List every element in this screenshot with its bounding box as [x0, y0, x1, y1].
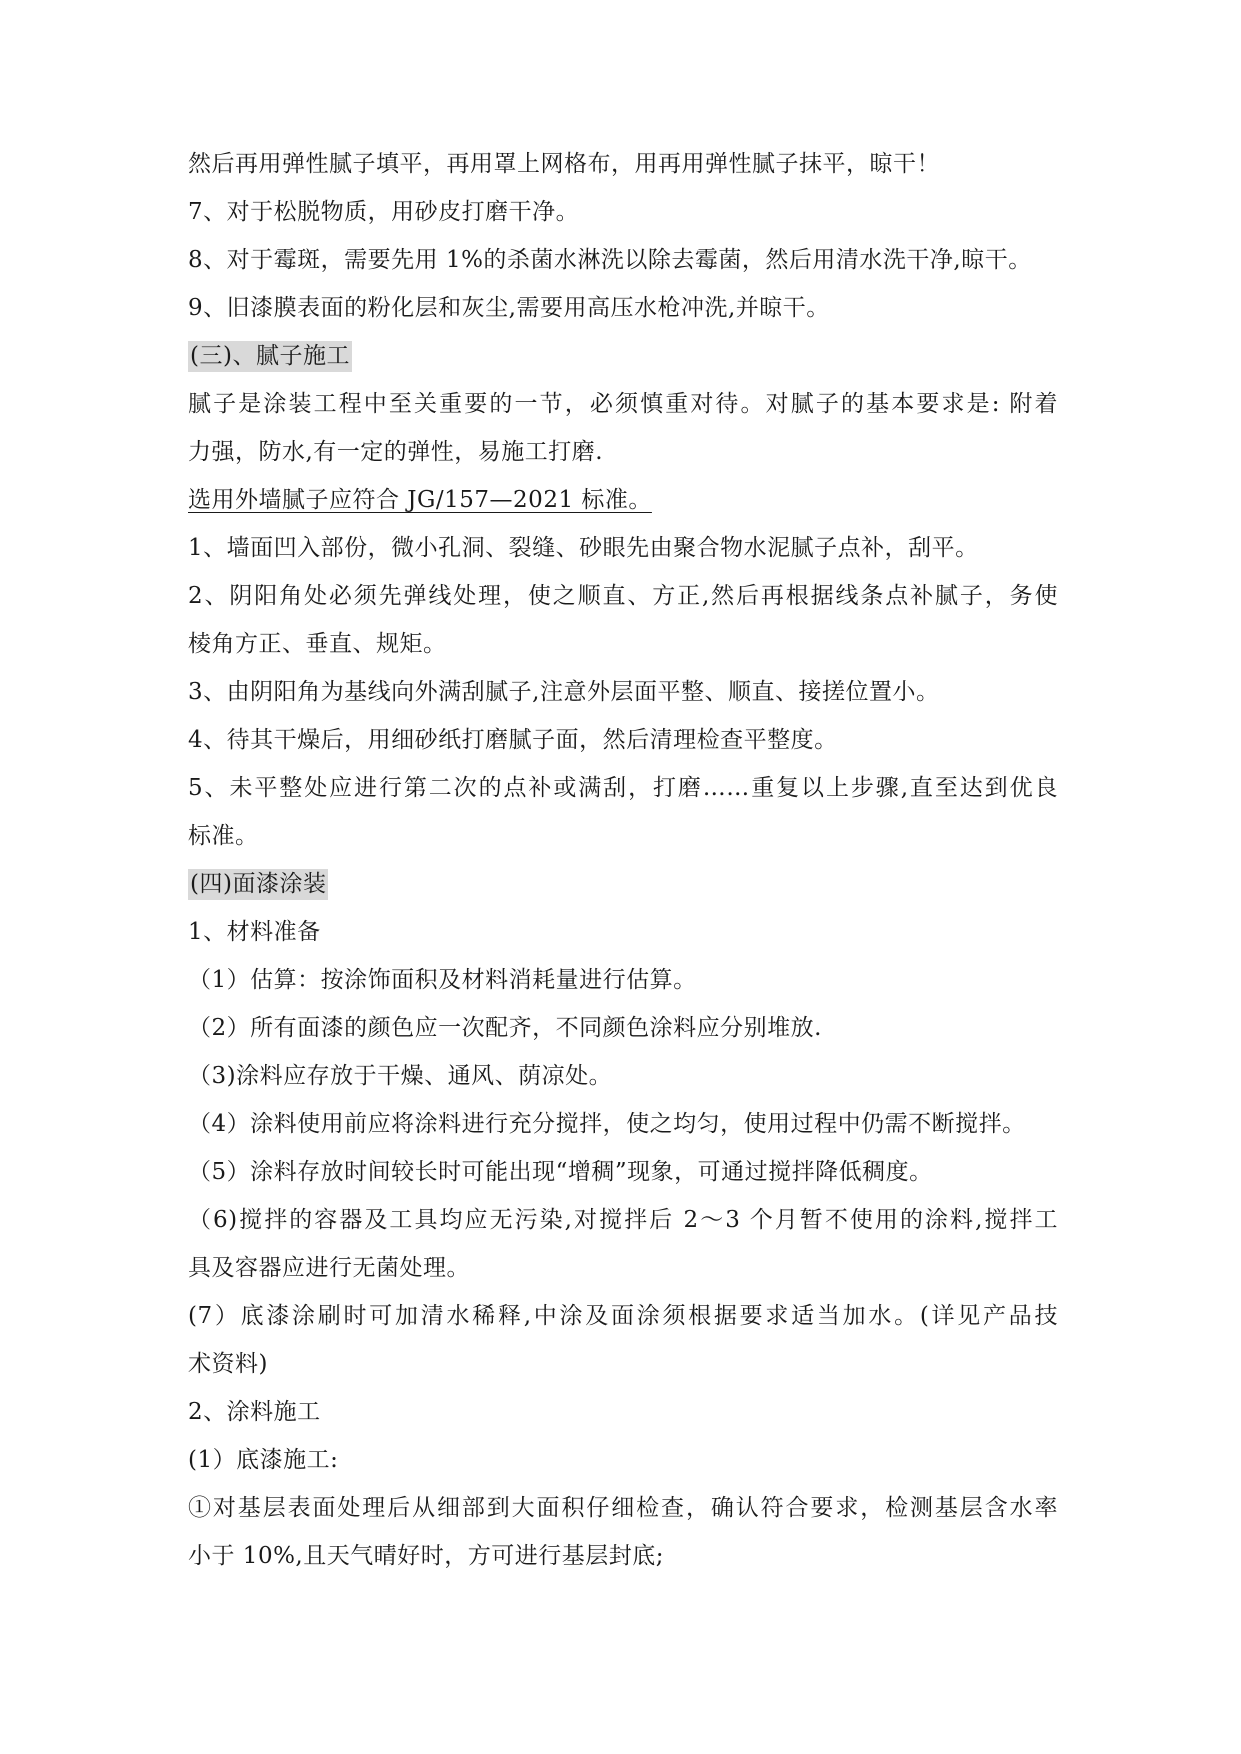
list-item-continuation: 具及容器应进行无菌处理。	[188, 1255, 470, 1281]
list-item: 5、未平整处应进行第二次的点补或满刮，打磨……重复以上步骤,直至达到优良	[188, 775, 1058, 801]
underlined-text: 选用外墙腻子应符合 JG/157—2021 标准。	[188, 487, 652, 513]
list-item: 2、阴阳角处必须先弹线处理，使之顺直、方正,然后再根据线条点补腻子，务使	[188, 583, 1058, 609]
subsection-heading: 1、材料准备	[188, 919, 321, 945]
section-heading-3	[188, 332, 1068, 380]
standard-note	[188, 476, 1068, 524]
list-item: 8、对于霉斑，需要先用 1%的杀菌水淋洗以除去霉菌，然后用清水洗干净,晾干。	[188, 247, 1032, 273]
list-item: （6)搅拌的容器及工具均应无污染,对搅拌后 2～3 个月暂不使用的涂料,搅拌工	[188, 1207, 1058, 1233]
list-item: 9、旧漆膜表面的粉化层和灰尘,需要用高压水枪冲洗,并晾干。	[188, 295, 830, 321]
list-item: 7、对于松脱物质，用砂皮打磨干净。	[188, 199, 580, 225]
list-item: （1）估算：按涂饰面积及材料消耗量进行估算。	[188, 967, 697, 993]
document-page	[188, 140, 1068, 1580]
list-item: （3)涂料应存放于干燥、通风、荫凉处。	[188, 1063, 613, 1089]
list-item: 1、墙面凹入部份，微小孔洞、裂缝、砂眼先由聚合物水泥腻子点补，刮平。	[188, 535, 979, 561]
list-item: （2）所有面漆的颜色应一次配齐，不同颜色涂料应分别堆放.	[188, 1015, 822, 1041]
paragraph-line: 腻子是涂装工程中至关重要的一节，必须慎重对待。对腻子的基本要求是: 附着	[188, 391, 1058, 417]
subsection-heading: 2、涂料施工	[188, 1399, 321, 1425]
list-item-continuation: 术资料)	[188, 1351, 268, 1377]
list-item: (7）底漆涂刷时可加清水稀释,中涂及面涂须根据要求适当加水。(详见产品技	[188, 1303, 1058, 1329]
paragraph-line: 然后再用弹性腻子填平，再用罩上网格布，用再用弹性腻子抹平，晾干！	[188, 151, 940, 177]
list-item: 3、由阴阳角为基线向外满刮腻子,注意外层面平整、顺直、接搓位置小。	[188, 679, 940, 705]
list-item-continuation: 棱角方正、垂直、规矩。	[188, 631, 447, 657]
section-heading-4	[188, 860, 1068, 908]
list-item: （5）涂料存放时间较长时可能出现“增稠”现象，可通过搅拌降低稠度。	[188, 1159, 933, 1185]
heading-text: (四)面漆涂装	[188, 869, 328, 900]
list-item: （4）涂料使用前应将涂料进行充分搅拌，使之均匀，使用过程中仍需不断搅拌。	[188, 1111, 1026, 1137]
sub-item-heading: (1）底漆施工:	[188, 1447, 339, 1473]
paragraph-line: ①对基层表面处理后从细部到大面积仔细检查，确认符合要求，检测基层含水率	[188, 1495, 1058, 1521]
paragraph-line: 力强，防水,有一定的弹性，易施工打磨.	[188, 439, 604, 465]
list-item: 4、待其干燥后，用细砂纸打磨腻子面，然后清理检查平整度。	[188, 727, 838, 753]
paragraph-line: 小于 10%,且天气晴好时，方可进行基层封底;	[188, 1543, 664, 1569]
list-item-continuation: 标准。	[188, 823, 259, 849]
heading-text: (三)、腻子施工	[188, 341, 352, 372]
